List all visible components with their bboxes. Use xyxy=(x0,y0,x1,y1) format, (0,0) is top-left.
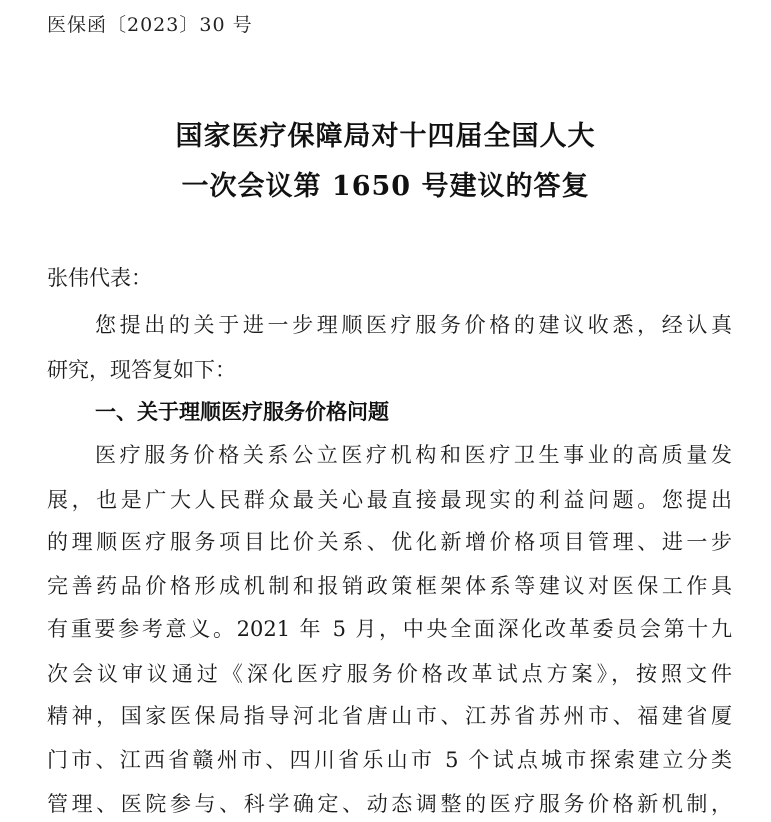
title-line-2: 一次会议第 1650 号建议的答复 xyxy=(181,171,590,202)
body-line-1: 您提出的关于进一步理顺医疗服务价格的建议收悉，经认真 xyxy=(95,313,732,337)
title-line-1: 国家医疗保障局对十四届全国人大 xyxy=(175,121,596,152)
body-line-8: 有重要参考意义。2021 年 5 月，中央全面深化改革委员会第十九 xyxy=(47,617,732,641)
document-number: 医保函〔2023〕30 号 xyxy=(47,14,253,36)
body-line-4: 医疗服务价格关系公立医疗机构和医疗卫生事业的高质量发 xyxy=(95,443,732,467)
body-line-9: 次会议审议通过《深化医疗服务价格改革试点方案》，按照文件 xyxy=(47,662,732,686)
body-line-7: 完善药品价格形成机制和报销政策框架体系等建议对医保工作具 xyxy=(47,574,732,598)
body-line-5: 展，也是广大人民群众最关心最直接最现实的利益问题。您提出 xyxy=(47,488,732,512)
salutation: 张伟代表： xyxy=(47,266,152,290)
body-line-6: 的理顺医疗服务项目比价关系、优化新增价格项目管理、进一步 xyxy=(47,530,732,554)
body-line-2: 研究，现答复如下： xyxy=(47,358,236,382)
section-heading-1: 一、关于理顺医疗服务价格问题 xyxy=(95,399,389,424)
body-line-12: 管理、医院参与、科学确定、动态调整的医疗服务价格新机制， xyxy=(47,792,732,816)
body-line-11: 门市、江西省赣州市、四川省乐山市 5 个试点城市探索建立分类 xyxy=(47,748,732,772)
body-line-10: 精神，国家医保局指导河北省唐山市、江苏省苏州市、福建省厦 xyxy=(47,704,732,728)
